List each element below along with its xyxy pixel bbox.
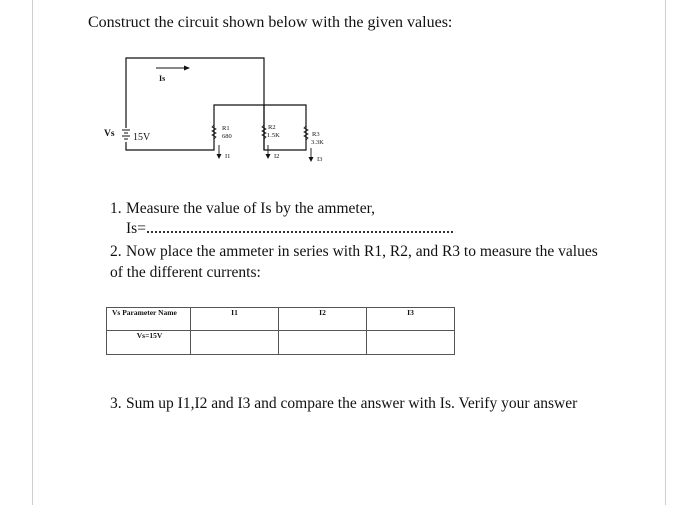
r2-value: 1.5K <box>267 132 280 139</box>
table-header-cell: Vs Parameter Name <box>107 308 191 331</box>
question-1 <box>110 198 375 219</box>
r2-name: R2 <box>268 124 276 131</box>
i2-label: I2 <box>274 153 280 160</box>
wire-bottom <box>126 105 306 150</box>
r1-value: 680 <box>222 133 232 140</box>
question-3-text: Sum up I1,I2 and I3 and compare the answer with Is. Verify your answer <box>126 395 578 412</box>
table-cell <box>191 331 279 355</box>
source-value: 15V <box>133 132 151 143</box>
table-cell <box>279 331 367 355</box>
question-1-text: Measure the value of Is by the ammeter, <box>126 200 376 217</box>
question-2-number: 2. <box>110 243 122 260</box>
source-label: Vs <box>104 129 115 139</box>
answer-blank <box>147 221 453 233</box>
question-3-number: 3. <box>110 395 122 412</box>
battery-icon <box>122 130 130 139</box>
table-cell <box>367 331 455 355</box>
page-border-right <box>665 0 666 505</box>
current-arrow-icon <box>156 66 190 71</box>
wire-top <box>126 58 264 128</box>
question-1-answer <box>126 218 453 239</box>
table-header-row <box>107 308 455 331</box>
circuit-diagram <box>96 50 356 185</box>
i2-arrow-icon <box>266 145 271 159</box>
table-row <box>107 331 455 355</box>
i1-label: I1 <box>225 153 231 160</box>
question-2-text: Now place the ammeter in series with R1, R2, and R3 to measure the values of the different currents: <box>110 243 598 281</box>
i3-arrow-icon <box>309 148 314 162</box>
page-border-left <box>32 0 33 505</box>
page-heading: Construct the circuit shown below with the given values: <box>88 14 453 31</box>
r1-name: R1 <box>222 125 230 132</box>
question-2 <box>110 241 600 283</box>
table-header-cell: I1 <box>191 308 279 331</box>
table-cell: Vs=15V <box>107 331 191 355</box>
answer-prefix: Is= <box>126 220 146 237</box>
i3-label: I3 <box>317 156 323 163</box>
r3-name: R3 <box>312 131 320 138</box>
table-header-cell: I3 <box>367 308 455 331</box>
i1-arrow-icon <box>217 145 222 159</box>
total-current-label: Is <box>159 74 166 83</box>
question-1-number: 1. <box>110 200 122 217</box>
question-3 <box>110 393 577 414</box>
measurement-table <box>106 307 455 355</box>
r3-value: 3.3K <box>311 139 324 146</box>
table-header-cell: I2 <box>279 308 367 331</box>
